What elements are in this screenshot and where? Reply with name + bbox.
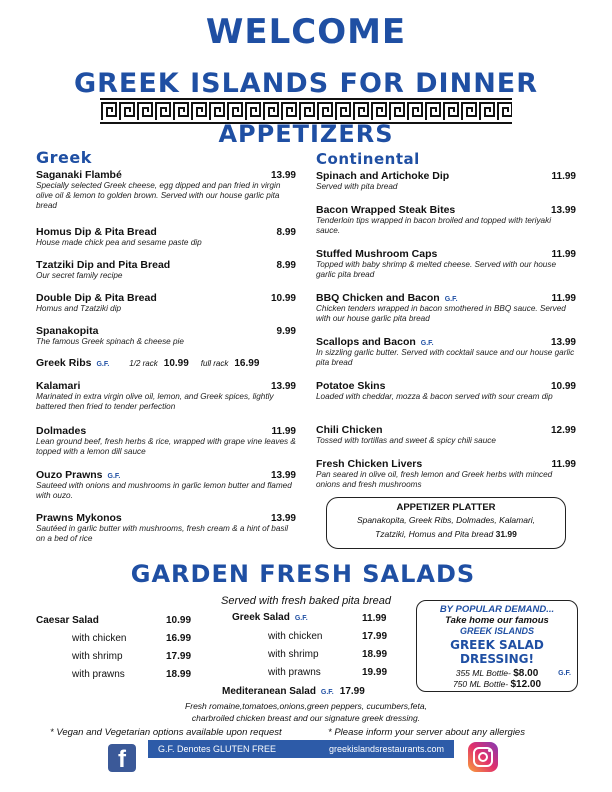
- item-name: BBQ Chicken and Bacon: [316, 292, 440, 304]
- item-name: Homus Dip & Pita Bread: [36, 226, 157, 238]
- platter-line2: Tzatziki, Homus and Pita bread: [375, 529, 494, 539]
- item-description: Sautéed in garlic butter with mushrooms, fresh cream & a hint of basil on a bed of rice: [36, 524, 289, 543]
- salad-option-price: 19.99: [362, 667, 388, 678]
- mediterranean-salad-name: [222, 686, 365, 697]
- item-description: Tenderloin tips wrapped in bacon broiled and topped with teriyaki sauce.: [316, 216, 552, 235]
- item-description: Loaded with cheddar, mozza & bacon served with sour cream dip: [316, 392, 553, 401]
- vegan-note: * Vegan and Vegetarian options available upon request: [50, 727, 282, 738]
- welcome-title: WELCOME: [205, 12, 407, 52]
- item-description: In sizzling garlic butter. Served with cocktail sauce and our house garlic pita bread: [316, 348, 575, 367]
- platter-line1: Spanakopita, Greek Ribs, Dolmades, Kalamari,: [356, 515, 536, 525]
- item-price: 11.99: [551, 171, 576, 182]
- half-rack-label: 1/2 rack: [129, 359, 158, 368]
- full-rack-label: full rack: [200, 359, 229, 368]
- item-price: 9.99: [276, 326, 296, 337]
- item-price: 13.99: [550, 205, 576, 216]
- promo-line3: GREEK ISLANDS: [459, 626, 534, 636]
- allergy-note: * Please inform your server about any allergies: [328, 727, 525, 738]
- menu-item: [36, 469, 296, 501]
- menu-item: [36, 512, 296, 544]
- item-name: Potatoe Skins: [316, 380, 386, 392]
- dressing-promo-box: [416, 600, 578, 692]
- item-price: 13.99: [270, 470, 296, 481]
- salad-option-price: 18.99: [166, 669, 192, 680]
- salad-option-price: 16.99: [166, 633, 192, 644]
- small-bottle-price: $8.00: [513, 668, 539, 679]
- salads-subtitle: Served with fresh baked pita bread: [221, 595, 391, 607]
- item-name: Scallops and Bacon: [316, 336, 416, 348]
- item-price: 11.99: [551, 249, 576, 260]
- menu-item: [316, 170, 576, 192]
- item-name: Dolmades: [36, 425, 87, 437]
- gluten-free-badge: G.F.: [444, 296, 458, 303]
- caesar-salad-name: Caesar Salad: [36, 615, 99, 626]
- item-price: 8.99: [276, 227, 296, 238]
- menu-item: [36, 425, 296, 457]
- platter-title: APPETIZER PLATTER: [396, 502, 496, 513]
- salad-option-label: with chicken: [72, 633, 127, 644]
- salad-option-label: with shrimp: [268, 649, 319, 660]
- small-bottle-label: 355 ML Bottle-: [455, 668, 511, 678]
- item-price: 11.99: [271, 426, 296, 437]
- item-price: 13.99: [270, 381, 296, 392]
- med-salad-price: 17.99: [339, 686, 365, 697]
- caesar-salad-price: 10.99: [166, 615, 192, 626]
- salad-option-price: 18.99: [362, 649, 388, 660]
- item-price: 11.99: [551, 459, 576, 470]
- menu-item: [316, 424, 576, 446]
- item-description: Homus and Tzatziki dip: [36, 304, 122, 313]
- gluten-free-badge: G.F.: [320, 689, 334, 696]
- med-salad-desc1: Fresh romaine,tomatoes,onions,green peppers, cucumbers,feta,: [185, 701, 427, 711]
- med-salad-desc2: charbroiled chicken breast and our signature greek dressing.: [191, 713, 421, 723]
- gluten-free-note: G.F. Denotes GLUTEN FREE: [158, 744, 277, 754]
- menu-item: [36, 380, 296, 412]
- item-name: Bacon Wrapped Steak Bites: [316, 204, 456, 216]
- item-name: Tzatziki Dip and Pita Bread: [36, 259, 171, 271]
- item-description: Topped with baby shrimp & melted cheese. Served with our house garlic pita bread: [316, 260, 556, 279]
- menu-item: [36, 325, 296, 347]
- med-salad-label: Mediteranean Salad: [222, 686, 316, 697]
- salad-option-label: with prawns: [268, 667, 321, 678]
- item-description: Pan seared in olive oil, fresh lemon and Greek herbs with minced onions and fresh mushrooms: [316, 470, 553, 489]
- website-link[interactable]: greekislandsrestaurants.com: [328, 744, 444, 754]
- menu-item: [316, 204, 576, 236]
- menu-item: [36, 169, 296, 211]
- item-name: Double Dip & Pita Bread: [36, 292, 157, 304]
- salad-option-label: with shrimp: [72, 651, 123, 662]
- menu-item: [316, 458, 576, 490]
- item-description: Marinated in extra virgin olive oil, lemon, and Greek spices, lightly battered then fried to tender perfection: [36, 392, 274, 411]
- menu-item: [316, 292, 576, 324]
- salad-option-price: 17.99: [362, 631, 388, 642]
- restaurant-title: GREEK ISLANDS FOR DINNER: [73, 68, 539, 99]
- salad-option-label: with prawns: [72, 669, 125, 680]
- item-description: The famous Greek spinach & cheese pie: [36, 337, 184, 346]
- large-bottle-label: 750 ML Bottle-: [452, 679, 509, 689]
- item-name: Chili Chicken: [316, 424, 383, 436]
- gluten-free-badge: G.F.: [294, 615, 308, 622]
- full-rack-price: 16.99: [234, 358, 260, 369]
- item-description: Sauteed with onions and mushrooms in garlic lemon butter and flamed with ouzo.: [36, 481, 292, 500]
- item-price: 13.99: [550, 337, 576, 348]
- salads-heading: GARDEN FRESH SALADS: [130, 560, 476, 588]
- menu-item: [36, 292, 296, 314]
- item-price: 11.99: [551, 293, 576, 304]
- gluten-free-badge: G.F.: [96, 361, 110, 368]
- instagram-icon[interactable]: [468, 742, 498, 772]
- menu-item: [316, 336, 576, 368]
- large-bottle-price: $12.00: [510, 679, 542, 690]
- gluten-free-badge: G.F.: [558, 670, 571, 677]
- salad-option-price: 17.99: [166, 651, 192, 662]
- item-description: Specially selected Greek cheese, egg dipped and pan fried in virgin olive oil & lemon to golden brown. Served with our house garlic pita bread: [36, 181, 281, 210]
- item-name: Fresh Chicken Livers: [316, 458, 423, 470]
- item-price: 12.99: [550, 425, 576, 436]
- footer-bar: [148, 740, 454, 758]
- appetizer-platter-box: [326, 497, 566, 549]
- greek-salad-label: Greek Salad: [232, 612, 290, 623]
- item-price: 13.99: [270, 170, 296, 181]
- salad-option-label: with chicken: [268, 631, 323, 642]
- platter-price: 31.99: [495, 529, 517, 539]
- item-description: Chicken tenders wrapped in bacon smothered in BBQ sauce. Served with our house garlic pita bread: [316, 304, 566, 323]
- gluten-free-badge: G.F.: [107, 473, 121, 480]
- item-name: Kalamari: [36, 380, 81, 392]
- item-name: Spanakopita: [36, 325, 99, 337]
- item-description: Lean ground beef, fresh herbs & rice, wrapped with grape vine leaves & topped with a lemon dill sauce: [36, 437, 296, 456]
- item-description: Tossed with tortillas and sweet & spicy chili sauce: [316, 436, 496, 445]
- half-rack-price: 10.99: [163, 358, 189, 369]
- item-description: Our secret family recipe: [36, 271, 123, 280]
- item-description: Served with pita bread: [316, 182, 398, 191]
- greek-salad-name: [232, 612, 308, 623]
- item-price: 10.99: [270, 293, 296, 304]
- menu-item: [36, 226, 296, 248]
- appetizers-heading: APPETIZERS: [218, 120, 394, 148]
- item-name: Greek Ribs: [36, 357, 92, 369]
- item-price: 8.99: [276, 260, 296, 271]
- menu-item-greek-ribs: [36, 357, 296, 369]
- item-description: House made chick pea and sesame paste dip: [36, 238, 202, 247]
- item-name: Stuffed Mushroom Caps: [316, 248, 438, 260]
- menu-item: [36, 259, 296, 281]
- greek-heading: Greek: [36, 148, 92, 167]
- promo-line1: BY POPULAR DEMAND...: [439, 604, 555, 615]
- item-name: Spinach and Artichoke Dip: [316, 170, 450, 182]
- menu-item: [316, 380, 576, 402]
- item-name: Prawns Mykonos: [36, 512, 122, 524]
- greek-salad-price: 11.99: [362, 613, 387, 624]
- gluten-free-badge: G.F.: [420, 340, 434, 347]
- menu-item: [316, 248, 576, 280]
- item-name: Ouzo Prawns: [36, 469, 103, 481]
- item-name: Saganaki Flambé: [36, 169, 122, 181]
- item-price: 10.99: [550, 381, 576, 392]
- promo-line4: GREEK SALAD DRESSING!: [450, 638, 544, 666]
- item-price: 13.99: [270, 513, 296, 524]
- facebook-icon[interactable]: f: [108, 744, 136, 772]
- continental-heading: Continental: [316, 150, 420, 168]
- promo-line2: Take home our famous: [445, 615, 549, 626]
